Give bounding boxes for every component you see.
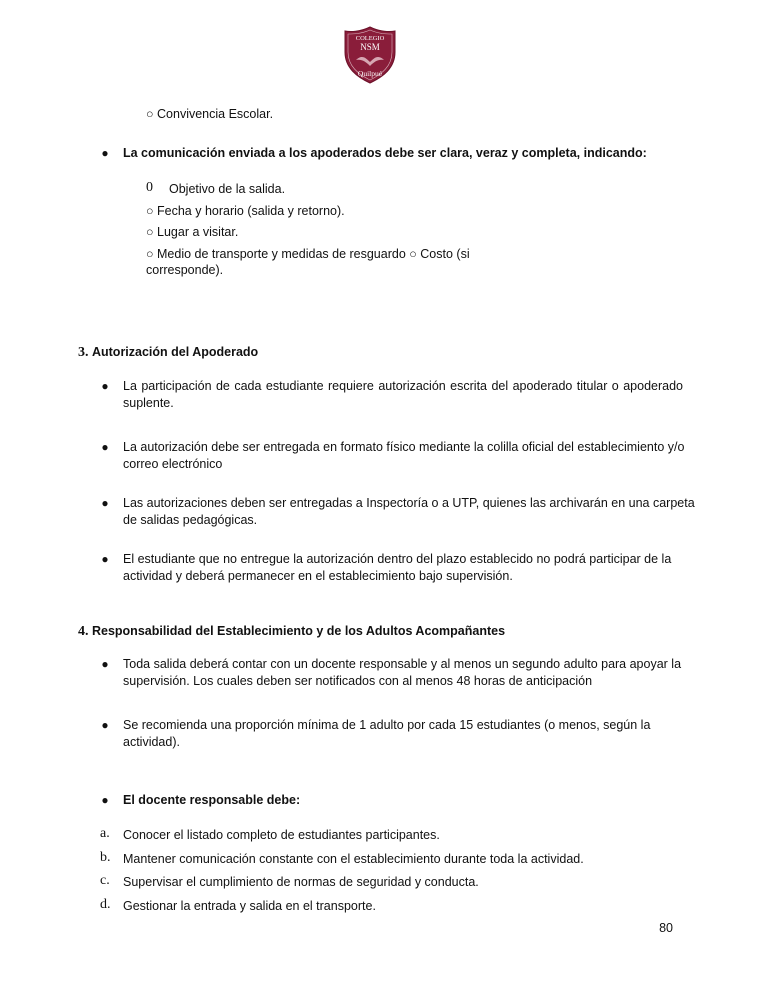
bullet-comunicacion: La comunicación enviada a los apoderados debe ser clara, veraz y completa, indicando:: [123, 146, 647, 160]
svg-text:COLEGIO: COLEGIO: [355, 35, 385, 42]
bullet-dot: ●: [101, 440, 109, 454]
svg-text:NSM: NSM: [360, 42, 380, 52]
sub-item-fecha: ○ Fecha y horario (salida y retorno).: [146, 204, 345, 218]
letter-item: Supervisar el cumplimiento de normas de seguridad y conducta.: [123, 875, 479, 889]
list-item: Se recomienda una proporción mínima de 1 adulto por cada 15 estudiantes (o menos, según la actividad).: [123, 718, 651, 749]
bullet-dot: ●: [101, 496, 109, 510]
bullet-dot: ●: [101, 657, 109, 671]
letter-item: Conocer el listado completo de estudiantes participantes.: [123, 828, 440, 842]
sub-item-medio-line1: ○ Medio de transporte y medidas de resguardo ○ Costo (si: [146, 247, 470, 261]
sub-item-convivencia: ○ Convivencia Escolar.: [146, 107, 274, 121]
svg-text:Quilpué: Quilpué: [357, 69, 383, 78]
letter-item: Gestionar la entrada y salida en el transporte.: [123, 899, 376, 913]
list-item: El estudiante que no entregue la autorización dentro del plazo establecido no podrá participar de la actividad y deberá permanecer en el establecimiento bajo supervisión.: [123, 552, 672, 583]
bullet-dot: ●: [101, 793, 109, 807]
list-item: La participación de cada estudiante requiere autorización escrita del apoderado titular o apoderado suplente.: [123, 379, 683, 410]
section-4-heading: [78, 623, 505, 640]
school-crest-logo: [342, 26, 398, 84]
letter-marker: b.: [100, 850, 111, 865]
docente-heading: El docente responsable debe:: [123, 793, 301, 807]
bullet-dot: ●: [101, 718, 109, 732]
sub-item-lugar: ○ Lugar a visitar.: [146, 225, 239, 239]
letter-marker: d.: [100, 897, 111, 912]
list-item: La autorización debe ser entregada en formato físico mediante la colilla oficial del establecimiento y/o correo electrónico: [123, 440, 685, 471]
bullet-dot: ●: [101, 379, 109, 393]
sub-item-objetivo: Objetivo de la salida.: [169, 182, 286, 196]
list-item: Toda salida deberá contar con un docente responsable y al menos un segundo adulto para apoyar la supervisión. Los cuales deben ser notificados con al menos 48 horas de anticipación: [123, 657, 682, 688]
sub-item-medio-line2: corresponde).: [146, 263, 224, 277]
section-number: 4.: [78, 624, 89, 639]
section-title: Responsabilidad del Establecimiento y de los Adultos Acompañantes: [91, 624, 506, 638]
bullet-dot: ●: [101, 552, 109, 566]
section-3-heading: [78, 344, 258, 361]
page-number: 80: [659, 921, 673, 935]
sub-item-marker: 0: [146, 180, 153, 195]
letter-item: Mantener comunicación constante con el establecimiento durante toda la actividad.: [123, 852, 584, 866]
section-title: Autorización del Apoderado: [91, 345, 259, 359]
bullet-dot: ●: [101, 146, 109, 160]
letter-marker: a.: [100, 826, 110, 841]
section-number: 3.: [78, 345, 89, 360]
letter-marker: c.: [100, 873, 110, 888]
list-item: Las autorizaciones deben ser entregadas a Inspectoría o a UTP, quienes las archivarán en una carpeta de salidas pedagógicas.: [123, 496, 695, 527]
